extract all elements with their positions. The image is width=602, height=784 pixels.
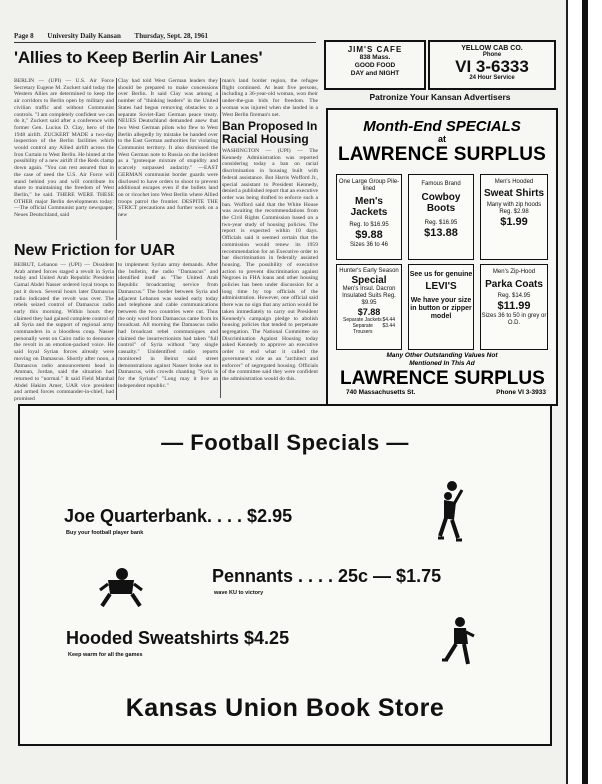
surplus-phone: Phone VI 3-3933 bbox=[496, 389, 546, 396]
item-hooded-sweatshirts-sub: Keep warm for all the games bbox=[68, 652, 143, 658]
surplus-title-at: at bbox=[437, 134, 446, 144]
surplus-footer-line1: Many Other Outstanding Values Not bbox=[386, 352, 498, 359]
item-pennants: Pennants . . . . 25c — $1.75 bbox=[212, 566, 442, 586]
item-parka-coats bbox=[480, 264, 548, 350]
surplus-footer-line2: Mentioned In This Ad bbox=[409, 360, 475, 367]
surplus-store-name: LAWRENCE SURPLUS bbox=[340, 368, 545, 389]
item-reg-price: Reg. to $16.95 bbox=[349, 222, 389, 228]
item-reg-price: Many with zip hoods Reg. $2.98 bbox=[486, 202, 542, 215]
jims-cafe-name: JIM'S CAFE bbox=[347, 45, 403, 54]
headline-housing: Ban Proposed In Racial Housing bbox=[222, 119, 318, 146]
berlin-column-1: BERLIN — (UPI) — U.S. Air Force Secretary Eugene M. Zuckert said today the Western Allies are determined to keep the air corridors to Berlin open by military and civilian traffic and without Communist controls. "I am completely confident we can do it," Zuckert said after a conference with former Gen. Lucius D. Clay, hero of the 1948 airlift. ZUCKERT MADE a two-day inspection of the Berlin facilities which would control any Allied airlift across the Iron Curtain to West Berlin. He hinted at the possibility of a new airlift if the Reds clamp down again. "You can rest assured that in the case of need the U.S. Air Force will stand behind you and will contribute its share to maintaining the freedom of West Berlin," he said. THERE WERE THESE OTHER major Berlin developments today: —The official Communist party newspaper, Neues Deutschland, said bbox=[14, 78, 114, 219]
item-sweat-shirts bbox=[480, 174, 548, 260]
item-name: Parka Coats bbox=[485, 279, 543, 290]
item-top-text: Famous Brand bbox=[421, 181, 461, 187]
yellow-cab-number: VI 3-6333 bbox=[455, 57, 529, 76]
separate-price: $4.44 bbox=[382, 317, 395, 323]
separate-price: $3.44 bbox=[382, 323, 395, 329]
item-top-text: Hunter's Early Season bbox=[339, 268, 399, 274]
jims-cafe-ad bbox=[324, 40, 426, 90]
football-specials-ad bbox=[18, 404, 552, 746]
item-reg-price: Reg. $16.95 bbox=[424, 220, 458, 226]
item-note: Sizes 36 to 46 bbox=[349, 242, 389, 248]
surplus-store-title: LAWRENCE SURPLUS bbox=[338, 144, 546, 165]
item-reg-price: Men's Insul. Dacron Insulated Suits Reg. $9.95 bbox=[342, 286, 396, 306]
lawrence-surplus-ad bbox=[326, 108, 558, 406]
column-rule bbox=[116, 262, 117, 400]
jims-cafe-line1: GOOD FOOD bbox=[354, 62, 396, 69]
page-header bbox=[14, 32, 314, 40]
item-name: Sweat Shirts bbox=[483, 188, 545, 199]
item-levis bbox=[408, 264, 474, 350]
item-boots bbox=[408, 174, 474, 260]
item-name: Special bbox=[351, 275, 387, 286]
paper-name: University Daily Kansan bbox=[47, 32, 121, 40]
surplus-title: Month-End SPECIALS bbox=[363, 118, 521, 135]
item-hunters-special bbox=[336, 264, 402, 350]
item-name: LEVI'S bbox=[425, 281, 457, 292]
uar-column-2: to implement Syrian army demands. After the bulletin, the radio "Damascus" and identified itself as "The United Arab Republic broadcasting service from Damascus." The border between Syria and adjacent Lebanon was sealed early today and telephone and cable communications between the two countries were cut. Thus the only word from Damascus came from its broadcast. All morning the Damascus radio had broadcast rebel communiques and claimed the insurrectionists had taken "full control" of Syria without "any single casualty." Unidentified radio reports monitored in Beirut said street demonstrations against Nasser broke out in Damascus, with crowds chanting "Syria is for the Syrians" "Long may it live an independent republic." bbox=[118, 262, 218, 389]
yellow-cab-phone-label: Phone bbox=[482, 52, 502, 58]
header-rule bbox=[14, 42, 316, 43]
separate-label: Separate Jackets bbox=[343, 317, 382, 323]
patronize-banner: Patronize Your Kansan Advertisers bbox=[369, 92, 511, 102]
item-price: $1.99 bbox=[500, 216, 528, 228]
adjacent-page-edge bbox=[566, 0, 602, 784]
page-number: Page 8 bbox=[14, 32, 34, 40]
item-name: Men's Jackets bbox=[350, 196, 388, 218]
column-rule bbox=[220, 78, 221, 398]
surplus-footer bbox=[328, 352, 556, 368]
yellow-cab-ad bbox=[428, 40, 556, 90]
item-joe-quarterbank-sub: Buy your football player bank bbox=[66, 530, 144, 536]
book-store-name: Kansas Union Book Store bbox=[125, 694, 445, 722]
separate-label: Separate Trousers bbox=[352, 323, 373, 335]
item-description: We have your size in button or zipper model bbox=[410, 297, 472, 320]
item-price: $9.88 bbox=[355, 229, 383, 241]
item-top-text: Men's Zip-Hood bbox=[492, 269, 536, 275]
item-note: Sizes 36 to 50 in grey or O.D. bbox=[481, 313, 547, 326]
item-top-text: One Large Group Pile-lined bbox=[338, 179, 400, 192]
surplus-address: 740 Massachusetts St. bbox=[346, 389, 416, 396]
berlin-column-2: Clay had told West German leaders they should be prepared to make concessions over Berlin. It said Clay was among a number of "thinking leaders" in the United States had begun removing obstacles to a separate Soviet-East German peace treaty. NEUES Deutschland demanded anew that two West German pilots who flew to West Berlin allegedly by mistake be handed over to the East German authorities for violating Communist territory. It also dismissed the West German note to Russia on the incident as a "grotesque mixture of stupidity and scarcely surpassed audacity." —EAST GERMAN communist border guards were disclosed to have orders to shoot to prevent additional escapes even if the bullets land on or ricochet into West Berlin where Allied troops patrol the frontier. DESPITE THE STRICT precautions and further work on a new bbox=[118, 78, 218, 219]
yellow-cab-hours: 24 Hour Service bbox=[469, 75, 515, 81]
football-runner-icon bbox=[438, 616, 478, 668]
uar-column-1: BEIRUT, Lebanon — (UPI) — Dissident Arab armed forces staged a revolt in Syria today and United Arab Republic President Gamal Abdel Nasser ordered loyal troops to put it down. Several hours later Damascus radio indicated the revolt was over. The rebels seized control of Damascus radio early this morning. Within hours they claimed they had gained complete control of all Syria and the support of regional army commanders in a bloodless coup. Nasser personally went on Cairo radio to denounce the revolt in an emotion-packed voice. He said loyal Syrian forces already were moving on Damascus. Shortly after noon, a Damascus radio announcement head in Amman, Jordan, said the situation had returned to "normal." It said Field Marshal Abdel Hakim Amer, UAR vice president and armed forces commander-in-chief, had promised bbox=[14, 262, 114, 403]
headline-berlin: 'Allies to Keep Berlin Air Lanes' bbox=[14, 48, 263, 67]
item-name: Cowboy Boots bbox=[421, 192, 461, 214]
housing-article-text: WASHINGTON — (UPI) — The Kennedy Administration was reported considering today a ban on racial discrimination in housing built with federal assistance. But Harris Wofford Jr., special assistant to President Kennedy, denied a published report that an executive order was being drafted to enforce such a ban. Wofford said that the White House was awaiting the recommendations from the Civil Rights Commission based on a two-year study of housing policies. The report is expected within 10 days. Officials said it seemed certain that the commission would renew its 1959 recommendation for an Executive order to bar discrimination in federally assisted housing. The possibility of executive action to prevent discrimination against Negroes in FHA loans and other housing policies has been under discussion for a long time by top officials of the administration. However, one official said there was no sign that any action would be taken immediately to carry out President Kennedy's campaign pledge to abolish housing policies that tended to perpetuate segregation. The National Committee on Discrimination Against Housing today asked Kennedy to approve an executive order to end what it called the government's role as an "architect and enforcer" of segregated housing. Officials of the committee said they were confident the administration would do this. bbox=[222, 148, 318, 382]
headline-uar: New Friction for UAR bbox=[14, 242, 175, 259]
item-joe-quarterbank: Joe Quarterbank. . . . $2.95 bbox=[64, 506, 293, 526]
football-title: — Football Specials — bbox=[161, 430, 409, 455]
football-player-icon bbox=[434, 480, 466, 546]
item-hooded-sweatshirts: Hooded Sweatshirts $4.25 bbox=[66, 628, 290, 648]
item-top-text: See us for genuine bbox=[409, 271, 473, 278]
item-top-text: Men's Hooded bbox=[494, 179, 534, 185]
yellow-cab-name: YELLOW CAB CO. bbox=[461, 45, 523, 52]
berlin-column-3: man's land border region, the refugee flight continued. At least five persons, including a 36-year-old woman, won their under-the-gun bids for freedom. The woman was injured when she landed in a West Berlin fireman's net. bbox=[222, 78, 318, 118]
item-reg-price: Reg. $14.95 bbox=[497, 293, 531, 299]
item-price: $7.88 bbox=[357, 307, 381, 317]
separate-trousers-row bbox=[337, 323, 401, 335]
item-price: $11.99 bbox=[497, 300, 531, 312]
column-rule bbox=[116, 78, 117, 240]
item-jackets bbox=[336, 174, 402, 260]
item-price: $13.88 bbox=[424, 227, 458, 239]
football-lineman-icon bbox=[98, 566, 144, 610]
issue-date: Thursday, Sept. 28, 1961 bbox=[134, 32, 209, 40]
jims-cafe-line2: DAY and NIGHT bbox=[350, 70, 400, 77]
page-binding-strip bbox=[582, 0, 588, 784]
jims-cafe-address: 838 Mass. bbox=[359, 54, 391, 61]
item-pennants-sub: wave KU to victory bbox=[214, 590, 264, 596]
